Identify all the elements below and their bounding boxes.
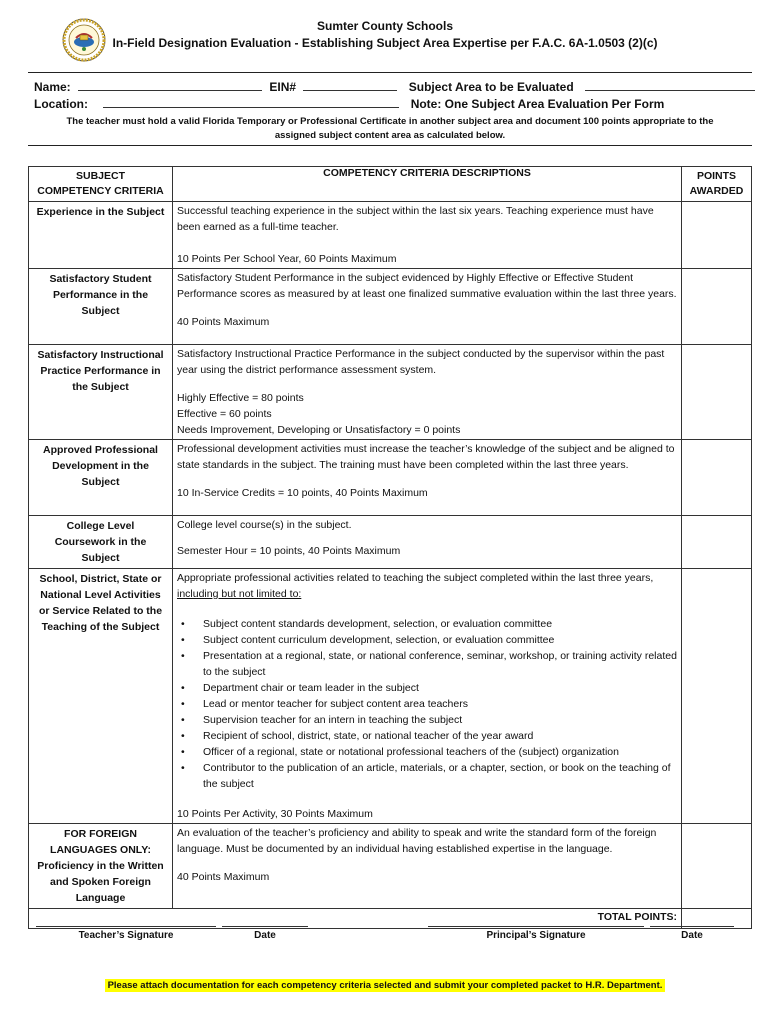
table-row (29, 516, 752, 569)
points-rule: Effective = 60 points (177, 408, 272, 420)
criteria-description: College level course(s) in the subject. (177, 519, 352, 531)
ein-label: EIN# (269, 80, 297, 94)
district-name: Sumter County Schools (316, 19, 453, 33)
points-awarded-cell[interactable] (682, 202, 752, 269)
description-cell (173, 516, 682, 569)
points-rule: 10 In-Service Credits = 10 points, 40 Points Maximum (177, 487, 428, 499)
name-label: Name: (34, 80, 71, 94)
table-row (29, 824, 752, 909)
table-row (29, 202, 752, 269)
points-awarded-cell[interactable] (682, 440, 752, 516)
description-cell (173, 440, 682, 516)
table-row (29, 569, 752, 824)
total-points-label: TOTAL POINTS: (29, 909, 682, 929)
header-divider (28, 72, 752, 73)
intro-line-2: assigned subject content area as calculated below. (274, 130, 506, 141)
points-rule: Highly Effective = 80 points (177, 392, 304, 404)
points-rule: Needs Improvement, Developing or Unsatisfactory = 0 points (177, 424, 461, 436)
footer-note (0, 975, 770, 993)
descriptions-column-header: COMPETENCY CRITERIA DESCRIPTIONS (173, 167, 682, 202)
criteria-description: Professional development activities must increase the teacher’s knowledge of the subject and be aligned to state standards in the subject. The training must have been completed within the last three years. (177, 443, 675, 471)
table-row (29, 440, 752, 516)
points-awarded-cell[interactable] (682, 824, 752, 909)
points-rule: 10 Points Per Activity, 30 Points Maximum (177, 808, 373, 820)
principal-date-field[interactable] (650, 926, 734, 941)
table-header-row (29, 167, 752, 202)
criteria-student-performance: Satisfactory Student Performance in the Subject (29, 269, 173, 345)
intro-line-1: The teacher must hold a valid Florida Temporary or Professional Certificate in another subject area and document 100 points appropriate to the (66, 116, 714, 127)
document-header (0, 14, 770, 74)
highlighted-instruction: Please attach documentation for each competency criteria selected and submit your completed packet to H.R. Department. (105, 979, 666, 992)
form-title: In-Field Designation Evaluation - Establishing Subject Area Expertise per F.A.C. 6A-1.0503 (2)(c) (112, 36, 658, 50)
list-item: • Department chair or team leader in the subject (177, 680, 677, 696)
points-awarded-cell[interactable] (682, 516, 752, 569)
points-rule: 10 Points Per School Year, 60 Points Maximum (177, 253, 397, 265)
points-column-header (682, 167, 752, 202)
description-cell (173, 202, 682, 269)
points-awarded-cell[interactable] (682, 345, 752, 440)
description-cell (173, 345, 682, 440)
criteria-description: Satisfactory Student Performance in the subject evidenced by Highly Effective or Effective Student Performance scores as measured by at least one finalized summative evaluation within the last three years. (177, 272, 677, 300)
list-item: • Presentation at a regional, state, or national conference, seminar, workshop, or training activity related to the subject (177, 648, 677, 680)
list-item: • Subject content curriculum development, selection, or evaluation committee (177, 632, 677, 648)
criteria-professional-development: Approved Professional Development in the Subject (29, 440, 173, 516)
subject-area-field[interactable] (585, 80, 755, 91)
teacher-signature-field[interactable] (36, 926, 216, 941)
criteria-description: Satisfactory Instructional Practice Performance in the subject conducted by the supervisor within the past year using the district performance assessment system. (177, 348, 665, 376)
description-cell (173, 269, 682, 345)
intro-instructions (28, 115, 752, 143)
teacher-date-label: Date (254, 930, 276, 941)
criteria-description (177, 570, 677, 602)
criteria-experience: Experience in the Subject (29, 202, 173, 269)
list-item: • Subject content standards development, selection, or evaluation committee (177, 616, 677, 632)
description-cell (173, 824, 682, 909)
table-row (29, 345, 752, 440)
criteria-college-coursework: College Level Coursework in the Subject (29, 516, 173, 569)
list-item: • Contributor to the publication of an article, materials, or a chapter, section, or book on the teaching of the subject (177, 760, 677, 792)
principal-signature-label: Principal’s Signature (486, 930, 586, 941)
criteria-foreign-language: FOR FOREIGN LANGUAGES ONLY: Proficiency in the Written and Spoken Foreign Language (29, 824, 173, 909)
description-cell (173, 569, 682, 824)
points-rule: Semester Hour = 10 points, 40 Points Maximum (177, 545, 401, 557)
intro-divider (28, 145, 752, 146)
criteria-column-header (29, 167, 173, 202)
criteria-instructional-practice: Satisfactory Instructional Practice Performance in the Subject (29, 345, 173, 440)
location-label: Location: (34, 97, 88, 111)
evaluation-note: Note: One Subject Area Evaluation Per Form (410, 97, 665, 111)
subject-area-label: Subject Area to be Evaluated (408, 80, 574, 94)
points-rule: 40 Points Maximum (177, 316, 270, 328)
points-header-line-1: POINTS (696, 170, 737, 182)
description-underlined: including but not limited to: (177, 588, 302, 600)
criteria-description: An evaluation of the teacher’s proficiency and ability to speak and write the standard form of the foreign language. Must be documented by an individual having established expertise in the language. (177, 827, 657, 855)
list-item: • Officer of a regional, state or notational professional teachers of the (subject) organization (177, 744, 677, 760)
competency-table (28, 166, 752, 929)
points-rule: 40 Points Maximum (177, 871, 270, 883)
list-item: • Recipient of school, district, state, or national teacher of the year award (177, 728, 677, 744)
principal-signature-field[interactable] (428, 926, 644, 941)
criteria-header-line-2: COMPETENCY CRITERIA (37, 185, 164, 197)
activity-list (177, 616, 677, 792)
name-field[interactable] (78, 80, 262, 91)
table-row (29, 269, 752, 345)
list-item: • Supervision teacher for an intern in teaching the subject (177, 712, 677, 728)
ein-field[interactable] (303, 80, 397, 91)
criteria-description: Successful teaching experience in the subject within the last six years. Teaching experience must have been earned as a full-time teacher. (177, 205, 654, 233)
points-awarded-cell[interactable] (682, 569, 752, 824)
points-header-line-2: AWARDED (689, 185, 744, 197)
criteria-header-line-1: SUBJECT (75, 170, 125, 182)
criteria-activities-service: School, District, State or National Level Activities or Service Related to the Teaching of the Subject (29, 569, 173, 824)
teacher-date-field[interactable] (222, 926, 308, 941)
principal-date-label: Date (681, 930, 703, 941)
location-field[interactable] (103, 97, 399, 108)
points-awarded-cell[interactable] (682, 269, 752, 345)
teacher-signature-label: Teacher’s Signature (78, 930, 174, 941)
list-item: • Lead or mentor teacher for subject content area teachers (177, 696, 677, 712)
description-text: Appropriate professional activities related to teaching the subject completed within the last three years, (177, 572, 654, 584)
